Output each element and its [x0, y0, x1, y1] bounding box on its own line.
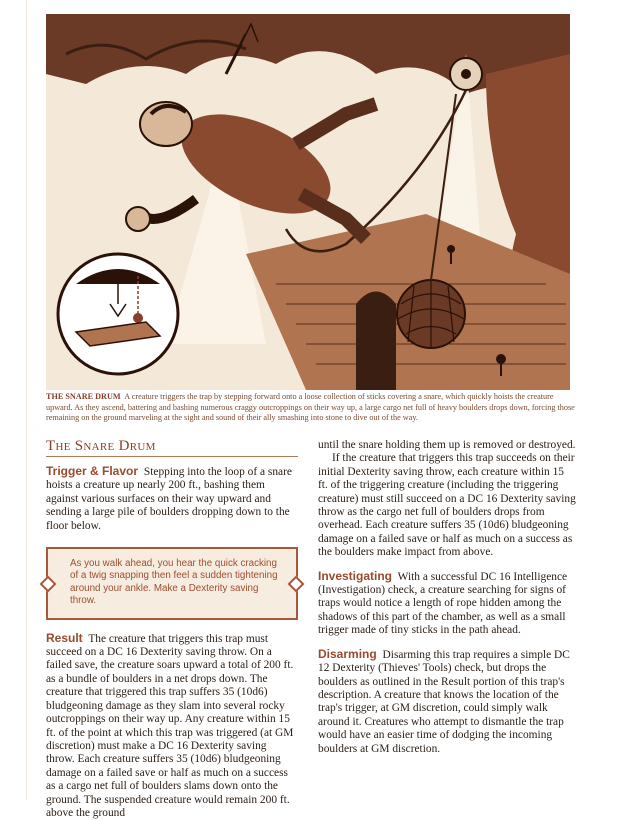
investigating-lead: Investigating	[318, 568, 393, 583]
trap-illustration	[46, 14, 570, 390]
result-paragraph	[46, 632, 298, 820]
result-text: The creature that triggers this trap must succeed on a DC 16 Dexterity saving throw. On a failed save, the creature soars upward a total of 200 ft. as a bundle of boulders in a net drops down. The creature that triggered this trap suffers 35 (10d6) bludgeoning damage as they slam into several rocky outcroppings on their way up. Any creature within 15 ft. of the point at which this trap was triggered (at GM discretion) must make a DC 16 Dexterity saving throw. Each creature suffers 35 (10d6) bludgeoning damage on a failed save or half as much on a success as a cargo net full of boulders slams down onto the ground. The suspended creature would remain 200 ft. above the ground	[46, 632, 294, 819]
trigger-lead: Trigger & Flavor	[46, 464, 139, 478]
left-column	[46, 437, 298, 820]
investigating-paragraph	[318, 570, 576, 638]
read-aloud-text: As you walk ahead, you hear the quick cracking of a twig snapping then feel a sudden tightening around your ankle. Make a Dexterity saving throw.	[70, 558, 278, 607]
read-aloud-box	[46, 547, 298, 620]
disarming-paragraph	[318, 648, 576, 756]
disarming-lead: Disarming	[318, 646, 377, 661]
trigger-text: Stepping into the loop of a snare hoists a creature up nearly 200 ft., bashing them against various surfaces on their way upward and sending a large pile of boulders dropping down to the floor below.	[46, 466, 292, 532]
investigating-text: With a successful DC 16 Intelligence (Investigation) check, a creature searching for signs of traps would notice a length of rope hidden among the shadows of this part of the chamber, as well as a small trigger made of tiny sticks in the path ahead.	[318, 570, 568, 637]
section-title: The Snare Drum	[46, 438, 156, 454]
right-column	[318, 439, 576, 756]
page-margin-line	[26, 0, 27, 800]
snare-drum-artwork	[46, 14, 570, 390]
section-title-rule	[46, 456, 298, 457]
result-paragraph-2: If the creature that triggers this trap succeeds on their initial Dexterity saving throw, each creature within 15 ft. of the triggering creature (including the triggering creature) must still succeed on a DC 16 Dexterity saving throw as the cargo net full of boulders drops from overhead. Each creature suffers 35 (10d6) bludgeoning damage on a failed save or half as much on a success as the boulders make impact from above.	[318, 452, 576, 559]
result-continued: until the snare holding them up is removed or destroyed.	[318, 439, 576, 451]
disarming-text: Disarming this trap requires a simple DC 12 Dexterity (Thieves' Tools) check, but drops the boulders as outlined in the Result portion of this trap's description. A creature that knows the location of the trap's trigger, at GM discretion, could simply walk around it. Creatures who attempt to dismantle the trap would have an easier time of dodging the incoming boulders at GM discretion.	[318, 648, 570, 755]
result-lead: Result	[46, 630, 83, 645]
illustration-caption	[46, 392, 580, 424]
caption-title: THE SNARE DRUM	[46, 392, 121, 401]
trigger-paragraph	[46, 465, 298, 533]
caption-text: A creature triggers the trap by stepping forward onto a loose collection of sticks covering a snare, which quickly hoists the creature upward. As they ascend, battering and bashing numerous craggy outcroppings on their way up, a large cargo net full of heavy boulders drops down, forcing those remaining on the ground marveling at the sight and sound of their ally smashing into stone to dive out of the way.	[46, 392, 575, 423]
